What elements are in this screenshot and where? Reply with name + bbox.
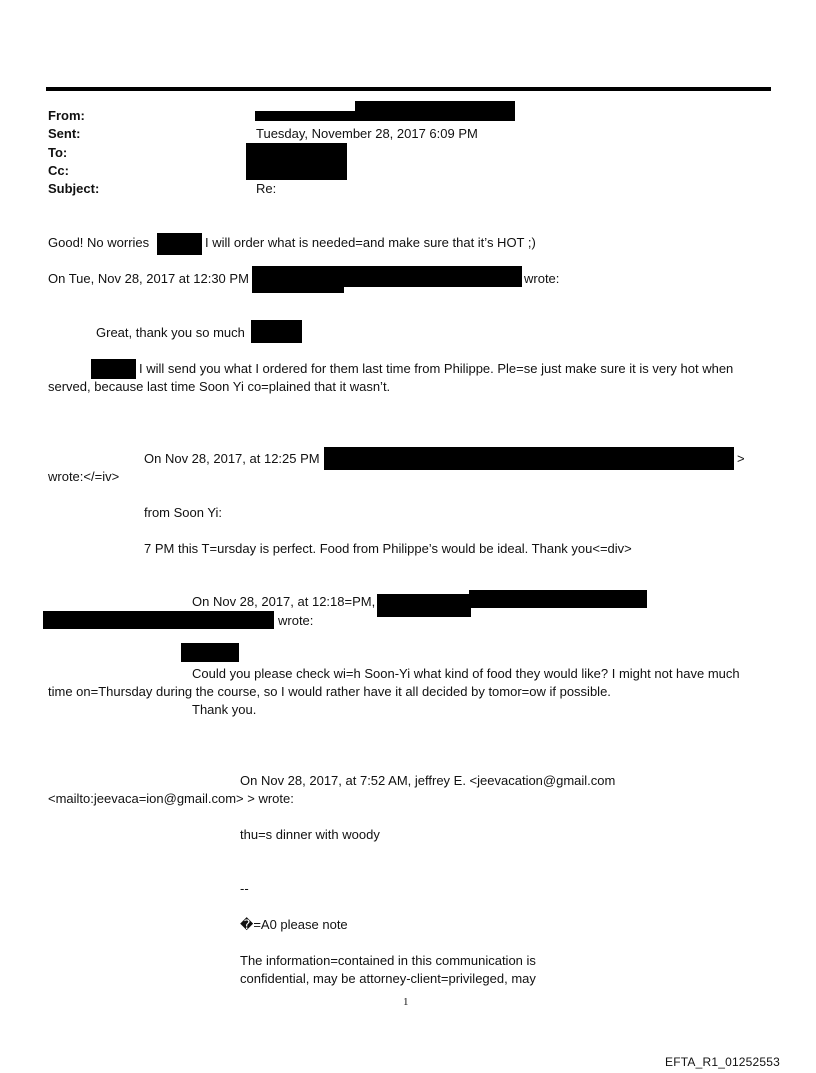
quote1-header-b: wrote: [524, 271, 560, 286]
quote2-header-a: On Nov 28, 2017, at 12:25 PM [144, 451, 320, 466]
great-line: Great, thank you so much [96, 325, 245, 340]
document-id: EFTA_R1_01252553 [665, 1055, 781, 1069]
please-note-line: �=A0 please note [240, 917, 348, 932]
redaction-great-name [251, 320, 302, 343]
redaction-quote3-name [377, 594, 471, 617]
redaction-quote1-email [343, 266, 522, 287]
redaction-quote1-name [252, 266, 344, 293]
redaction-quote2-sender [324, 447, 734, 470]
top-rule [46, 87, 771, 91]
thank-you-line: Thank you. [192, 702, 257, 717]
subject-value: Re: [256, 181, 277, 196]
redaction-to-cc [246, 143, 347, 180]
reply-text-a: Good! No worries [48, 235, 150, 250]
redaction-could-name [181, 643, 239, 662]
send-line-2: served, because last time Soon Yi co=plained that it wasn’t. [48, 379, 391, 394]
reply-text-b: I will order what is needed=and make sure that it’s HOT ;) [205, 235, 536, 250]
thus-dinner-line: thu=s dinner with woody [240, 827, 380, 842]
redaction-quote3-email-a [469, 590, 647, 608]
quote1-header-a: On Tue, Nov 28, 2017 at 12:30 PM [48, 271, 249, 286]
send-line-1: I will send you what I ordered for them last time from Philippe. Ple=se just make sure it is very hot when [139, 361, 734, 376]
redaction-reply-name [157, 233, 202, 255]
to-label: To: [48, 145, 68, 160]
from-label: From: [48, 108, 85, 123]
info-line-2: confidential, may be attorney-client=privileged, may [240, 971, 536, 986]
sent-label: Sent: [48, 126, 81, 141]
from-soon-yi: from Soon Yi: [144, 505, 223, 520]
quote2-header-b: > [737, 451, 745, 466]
sent-value: Tuesday, November 28, 2017 6:09 PM [256, 126, 478, 141]
could-line-1: Could you please check wi=h Soon-Yi what kind of food they would like? I might not have much [192, 666, 740, 681]
subject-label: Subject: [48, 181, 100, 196]
quote2-header-c: wrote:</=iv> [48, 469, 120, 484]
quote4-header-1: On Nov 28, 2017, at 7:52 AM, jeffrey E. <jeevacation@gmail.com [240, 773, 616, 788]
info-line-1: The information=contained in this communication is [240, 953, 536, 968]
quote3-header-b: wrote: [278, 613, 314, 628]
could-line-2: time on=Thursday during the course, so I would rather have it all decided by tomor=ow if possible. [48, 684, 611, 699]
cc-label: Cc: [48, 163, 69, 178]
redaction-from-email [355, 101, 515, 121]
signature-dashes: -- [240, 881, 249, 896]
redaction-from-name [255, 111, 355, 121]
redaction-send-name [91, 359, 136, 379]
quote4-header-2: <mailto:jeevaca=ion@gmail.com> > wrote: [48, 791, 294, 806]
page-number: 1 [403, 996, 409, 1008]
seven-pm-line: 7 PM this T=ursday is perfect. Food from Philippe’s would be ideal. Thank you<=div> [144, 541, 632, 556]
redaction-quote3-email-b [43, 611, 274, 629]
quote3-header-a: On Nov 28, 2017, at 12:18=PM, [192, 594, 376, 609]
